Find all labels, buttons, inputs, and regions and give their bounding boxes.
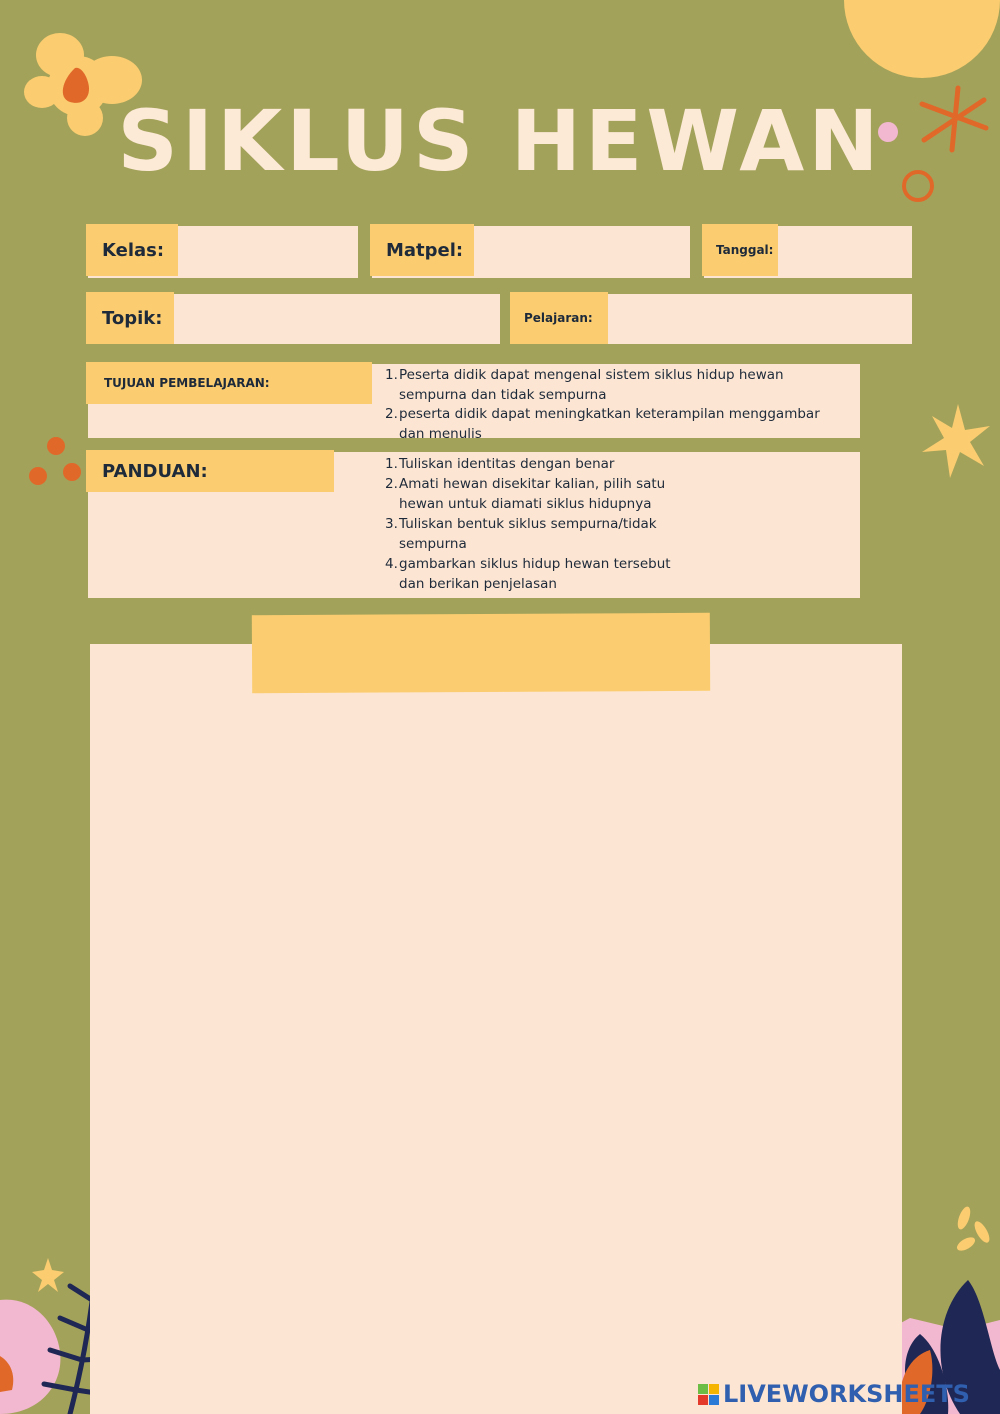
kelas-label: Kelas: (86, 224, 178, 276)
topik-label: Topik: (86, 292, 174, 344)
star-icon (922, 404, 990, 478)
tanggal-label: Tanggal: (702, 224, 778, 276)
small-star-icon (32, 1258, 64, 1292)
dots-icon (29, 437, 81, 485)
list-item: 1. Peserta didik dapat mengenal sistem siklus hidup hewan sempurna dan tidak sempurna (385, 367, 784, 403)
drawing-title-tape[interactable] (252, 613, 710, 693)
page-title: SIKLUS HEWAN (117, 92, 883, 190)
watermark-text: LIVEWORKSHEETS (723, 1380, 970, 1408)
tujuan-list (385, 366, 849, 444)
pelajaran-label: Pelajaran: (510, 292, 608, 344)
drawing-area[interactable] (90, 644, 902, 1414)
panduan-list (385, 454, 685, 594)
watermark (698, 1380, 970, 1408)
list-item: 2. Amati hewan disekitar kalian, pilih satu hewan untuk diamati siklus hidupnya (385, 476, 666, 512)
list-item: 4. gambarkan siklus hidup hewan tersebut dan berikan penjelasan (385, 556, 671, 592)
list-item: 3. Tuliskan bentuk siklus sempurna/tidak sempurna (385, 516, 657, 552)
sun-icon (844, 0, 1000, 78)
tujuan-label: TUJUAN PEMBELAJARAN: (86, 362, 372, 404)
pink-blob (0, 1300, 60, 1414)
list-item: 2. peserta didik dapat meningkatkan keterampilan menggambar dan menulis (385, 406, 820, 442)
list-item: 1. Tuliskan identitas dengan benar (385, 456, 615, 472)
sprout-icon (955, 1205, 992, 1253)
watermark-logo-icon (698, 1384, 719, 1405)
panduan-label: PANDUAN: (86, 450, 334, 492)
matpel-label: Matpel: (370, 224, 474, 276)
